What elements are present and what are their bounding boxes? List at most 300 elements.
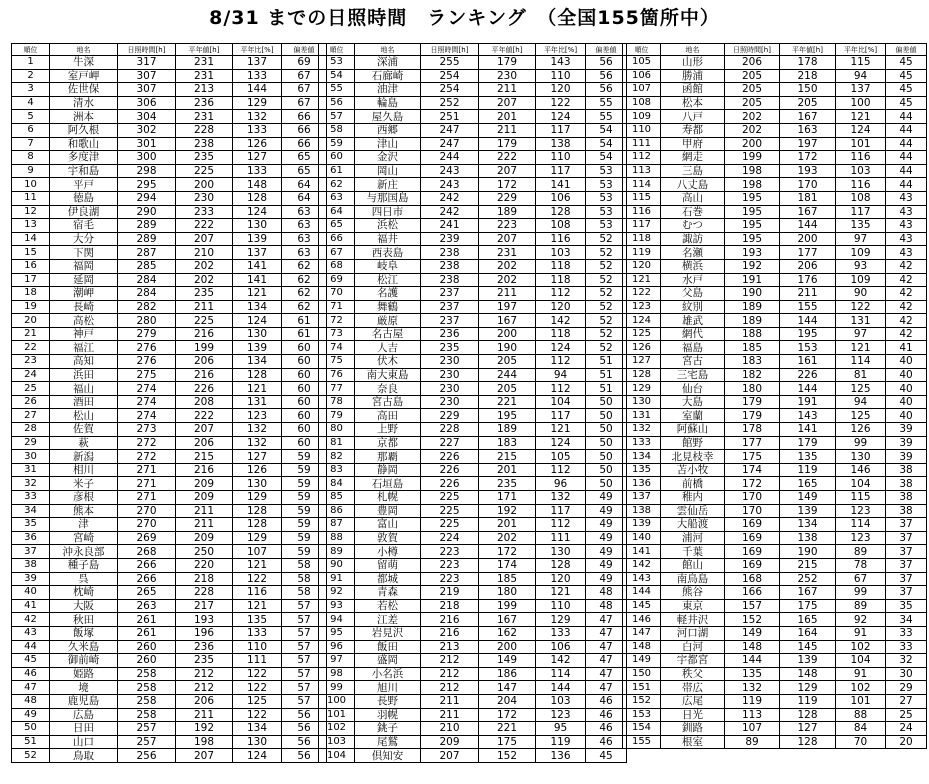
rank-cell: 1 (12, 56, 50, 70)
rank-cell: 71 (319, 300, 355, 314)
rank-cell: 108 (623, 96, 661, 110)
rank-cell: 91 (319, 572, 355, 586)
location-cell: 館山 (661, 558, 725, 572)
deviation-cell: 52 (586, 273, 627, 287)
normal-value-cell: 209 (176, 477, 233, 491)
location-cell: 名護 (355, 287, 421, 301)
table-row (623, 273, 927, 287)
deviation-cell: 46 (586, 735, 627, 749)
deviation-cell: 46 (586, 722, 627, 736)
sunshine-hours-cell: 238 (421, 259, 479, 273)
normal-ratio-cell: 112 (536, 355, 586, 369)
deviation-cell: 43 (886, 246, 927, 260)
location-cell: 苫小牧 (661, 463, 725, 477)
normal-ratio-cell: 146 (836, 463, 886, 477)
deviation-cell: 60 (282, 368, 327, 382)
table-row (623, 477, 927, 491)
normal-value-cell: 171 (479, 491, 536, 505)
sunshine-hours-cell: 185 (725, 341, 780, 355)
table-row (623, 83, 927, 97)
location-cell: 大分 (50, 232, 118, 246)
normal-value-cell: 207 (176, 232, 233, 246)
rank-cell: 142 (623, 558, 661, 572)
location-cell: 銚子 (355, 722, 421, 736)
location-cell: 浜田 (50, 368, 118, 382)
location-cell: 日光 (661, 708, 725, 722)
normal-value-cell: 185 (479, 572, 536, 586)
deviation-cell: 57 (282, 613, 327, 627)
normal-value-cell: 207 (479, 96, 536, 110)
normal-ratio-cell: 108 (536, 219, 586, 233)
rank-cell: 87 (319, 518, 355, 532)
table-row (12, 96, 327, 110)
location-cell: 那覇 (355, 450, 421, 464)
location-cell: 石垣島 (355, 477, 421, 491)
normal-value-cell: 207 (176, 749, 233, 763)
table-row (319, 368, 627, 382)
table-row (623, 327, 927, 341)
normal-ratio-cell: 142 (536, 654, 586, 668)
normal-value-cell: 206 (780, 259, 836, 273)
table-row (319, 219, 627, 233)
sunshine-hours-cell: 258 (118, 708, 176, 722)
sunshine-hours-cell: 243 (421, 164, 479, 178)
table-row (319, 626, 627, 640)
normal-ratio-cell: 124 (536, 341, 586, 355)
sunshine-hours-cell: 263 (118, 599, 176, 613)
rank-cell: 73 (319, 327, 355, 341)
rank-cell: 84 (319, 477, 355, 491)
sunshine-hours-cell: 270 (118, 518, 176, 532)
rank-cell: 104 (319, 749, 355, 763)
table-row (319, 178, 627, 192)
table-row (12, 423, 327, 437)
normal-ratio-cell: 96 (536, 477, 586, 491)
normal-value-cell: 144 (780, 219, 836, 233)
normal-ratio-cell: 106 (536, 640, 586, 654)
normal-value-cell: 199 (176, 341, 233, 355)
sunshine-hours-cell: 216 (421, 613, 479, 627)
normal-value-cell: 195 (780, 327, 836, 341)
location-cell: 北見枝幸 (661, 450, 725, 464)
sunshine-hours-cell: 280 (118, 314, 176, 328)
normal-value-cell: 235 (176, 287, 233, 301)
location-cell: 彦根 (50, 491, 118, 505)
column-header: 日照時間[h] (118, 44, 176, 56)
normal-ratio-cell: 134 (233, 355, 282, 369)
deviation-cell: 33 (886, 640, 927, 654)
deviation-cell: 40 (886, 395, 927, 409)
sunshine-hours-cell: 212 (421, 681, 479, 695)
deviation-cell: 38 (886, 477, 927, 491)
normal-value-cell: 119 (780, 463, 836, 477)
normal-value-cell: 149 (780, 491, 836, 505)
table-row (319, 164, 627, 178)
rank-cell: 80 (319, 423, 355, 437)
location-cell: 高山 (661, 191, 725, 205)
sunshine-hours-cell: 183 (725, 355, 780, 369)
column-header: 偏差値 (282, 44, 327, 56)
location-cell: 京都 (355, 436, 421, 450)
rank-cell: 136 (623, 477, 661, 491)
sunshine-hours-cell: 180 (725, 382, 780, 396)
location-cell: 仙台 (661, 382, 725, 396)
normal-value-cell: 231 (176, 110, 233, 124)
normal-ratio-cell: 103 (536, 694, 586, 708)
normal-ratio-cell: 121 (233, 558, 282, 572)
location-cell: 松本 (661, 96, 725, 110)
sunshine-hours-cell: 271 (118, 477, 176, 491)
normal-ratio-cell: 133 (233, 164, 282, 178)
location-cell: 宇和島 (50, 164, 118, 178)
normal-ratio-cell: 137 (836, 83, 886, 97)
normal-value-cell: 229 (479, 191, 536, 205)
deviation-cell: 61 (282, 327, 327, 341)
deviation-cell: 60 (282, 409, 327, 423)
sunshine-hours-cell: 258 (118, 681, 176, 695)
deviation-cell: 58 (282, 586, 327, 600)
table-row (12, 69, 327, 83)
table-row (12, 259, 327, 273)
rank-cell: 126 (623, 341, 661, 355)
rank-cell: 6 (12, 123, 50, 137)
rank-cell: 53 (319, 56, 355, 70)
normal-value-cell: 135 (780, 450, 836, 464)
normal-ratio-cell: 110 (536, 69, 586, 83)
normal-value-cell: 172 (479, 178, 536, 192)
normal-value-cell: 189 (479, 423, 536, 437)
table-row (12, 640, 327, 654)
table-row (623, 491, 927, 505)
normal-ratio-cell: 128 (233, 191, 282, 205)
sunshine-hours-cell: 254 (421, 69, 479, 83)
rank-cell: 147 (623, 626, 661, 640)
normal-value-cell: 175 (479, 735, 536, 749)
location-cell: 西郷 (355, 123, 421, 137)
normal-value-cell: 222 (176, 409, 233, 423)
rank-cell: 138 (623, 504, 661, 518)
deviation-cell: 33 (886, 626, 927, 640)
rank-cell: 116 (623, 205, 661, 219)
deviation-cell: 57 (282, 626, 327, 640)
location-cell: 熊谷 (661, 586, 725, 600)
deviation-cell: 54 (586, 151, 627, 165)
normal-value-cell: 190 (479, 341, 536, 355)
table-row (12, 518, 327, 532)
sunshine-hours-cell: 211 (421, 694, 479, 708)
table-row (12, 191, 327, 205)
sunshine-hours-cell: 205 (725, 69, 780, 83)
sunshine-hours-cell: 304 (118, 110, 176, 124)
normal-ratio-cell: 112 (536, 518, 586, 532)
table-row (623, 681, 927, 695)
location-cell: 室戸岬 (50, 69, 118, 83)
deviation-cell: 35 (886, 599, 927, 613)
table-row (319, 491, 627, 505)
sunshine-hours-cell: 195 (725, 219, 780, 233)
sunshine-hours-cell: 258 (118, 694, 176, 708)
location-cell: 上野 (355, 423, 421, 437)
deviation-cell: 52 (586, 300, 627, 314)
rank-cell: 135 (623, 463, 661, 477)
location-cell: 水戸 (661, 273, 725, 287)
sunshine-hours-cell: 195 (725, 232, 780, 246)
table-row (623, 409, 927, 423)
normal-ratio-cell: 117 (536, 123, 586, 137)
deviation-cell: 42 (886, 327, 927, 341)
deviation-cell: 50 (586, 463, 627, 477)
location-cell: 佐賀 (50, 423, 118, 437)
table-row (319, 382, 627, 396)
deviation-cell: 49 (586, 572, 627, 586)
rank-cell: 22 (12, 341, 50, 355)
location-cell: 江差 (355, 613, 421, 627)
table-row (319, 586, 627, 600)
rank-cell: 90 (319, 558, 355, 572)
rank-cell: 107 (623, 83, 661, 97)
normal-ratio-cell: 103 (836, 164, 886, 178)
location-cell: 津 (50, 518, 118, 532)
normal-value-cell: 119 (780, 694, 836, 708)
table-row (12, 735, 327, 749)
deviation-cell: 44 (886, 123, 927, 137)
normal-ratio-cell: 102 (836, 640, 886, 654)
location-cell: 秩父 (661, 667, 725, 681)
normal-ratio-cell: 128 (233, 518, 282, 532)
deviation-cell: 42 (886, 259, 927, 273)
normal-ratio-cell: 131 (233, 395, 282, 409)
sunshine-hours-cell: 152 (725, 613, 780, 627)
sunshine-hours-cell: 241 (421, 219, 479, 233)
rank-cell: 83 (319, 463, 355, 477)
normal-value-cell: 162 (479, 626, 536, 640)
sunshine-hours-cell: 89 (725, 735, 780, 749)
normal-value-cell: 207 (479, 232, 536, 246)
table-row (623, 137, 927, 151)
column-header: 地名 (355, 44, 421, 56)
location-cell: 富山 (355, 518, 421, 532)
sunshine-hours-cell: 223 (421, 572, 479, 586)
table-row (623, 450, 927, 464)
location-cell: 宮崎 (50, 531, 118, 545)
normal-ratio-cell: 121 (836, 110, 886, 124)
normal-ratio-cell: 105 (536, 450, 586, 464)
rank-cell: 97 (319, 654, 355, 668)
table-row (623, 572, 927, 586)
sunshine-hours-cell: 238 (421, 246, 479, 260)
sunshine-hours-cell: 290 (118, 205, 176, 219)
location-cell: 与那国島 (355, 191, 421, 205)
deviation-cell: 59 (282, 531, 327, 545)
location-cell: 南大東島 (355, 368, 421, 382)
rank-cell: 8 (12, 151, 50, 165)
rank-cell: 21 (12, 327, 50, 341)
sunshine-hours-cell: 172 (725, 477, 780, 491)
table-row (319, 667, 627, 681)
deviation-cell: 34 (886, 613, 927, 627)
location-cell: 千葉 (661, 545, 725, 559)
rank-cell: 81 (319, 436, 355, 450)
deviation-cell: 40 (886, 368, 927, 382)
sunshine-hours-cell: 178 (725, 423, 780, 437)
location-cell: 御前崎 (50, 654, 118, 668)
normal-ratio-cell: 67 (836, 572, 886, 586)
deviation-cell: 50 (586, 409, 627, 423)
normal-value-cell: 189 (479, 205, 536, 219)
deviation-cell: 49 (586, 558, 627, 572)
normal-value-cell: 231 (176, 69, 233, 83)
normal-ratio-cell: 127 (233, 450, 282, 464)
location-cell: 大船渡 (661, 518, 725, 532)
normal-ratio-cell: 117 (536, 504, 586, 518)
sunshine-hours-cell: 261 (118, 626, 176, 640)
normal-value-cell: 206 (176, 694, 233, 708)
sunshine-hours-cell: 261 (118, 613, 176, 627)
rank-cell: 26 (12, 395, 50, 409)
deviation-cell: 38 (886, 463, 927, 477)
table-row (319, 273, 627, 287)
normal-ratio-cell: 137 (233, 246, 282, 260)
rank-cell: 85 (319, 491, 355, 505)
rank-cell: 45 (12, 654, 50, 668)
location-cell: 鹿児島 (50, 694, 118, 708)
deviation-cell: 52 (586, 232, 627, 246)
normal-ratio-cell: 128 (536, 558, 586, 572)
normal-value-cell: 216 (176, 368, 233, 382)
normal-ratio-cell: 84 (836, 722, 886, 736)
location-cell: 網走 (661, 151, 725, 165)
rank-cell: 50 (12, 722, 50, 736)
sunshine-hours-cell: 199 (725, 151, 780, 165)
deviation-cell: 63 (282, 219, 327, 233)
sunshine-hours-cell: 205 (725, 83, 780, 97)
normal-ratio-cell: 132 (233, 423, 282, 437)
sunshine-hours-cell: 193 (725, 246, 780, 260)
location-cell: 網代 (661, 327, 725, 341)
normal-ratio-cell: 121 (233, 599, 282, 613)
table-row (319, 694, 627, 708)
location-cell: 金沢 (355, 151, 421, 165)
location-cell: 多度津 (50, 151, 118, 165)
table-row (623, 667, 927, 681)
deviation-cell: 37 (886, 531, 927, 545)
sunshine-hours-cell: 307 (118, 83, 176, 97)
sunshine-hours-cell: 210 (421, 722, 479, 736)
table-row (623, 191, 927, 205)
rank-cell: 54 (319, 69, 355, 83)
rank-cell: 23 (12, 355, 50, 369)
normal-value-cell: 235 (176, 151, 233, 165)
normal-value-cell: 206 (176, 355, 233, 369)
normal-ratio-cell: 130 (836, 450, 886, 464)
table-row (319, 463, 627, 477)
sunshine-hours-cell: 119 (725, 694, 780, 708)
rank-cell: 48 (12, 694, 50, 708)
location-cell: 小樽 (355, 545, 421, 559)
location-cell: 深浦 (355, 56, 421, 70)
normal-value-cell: 231 (176, 56, 233, 70)
sunshine-hours-cell: 238 (421, 273, 479, 287)
rank-cell: 62 (319, 178, 355, 192)
deviation-cell: 52 (586, 327, 627, 341)
deviation-cell: 47 (586, 681, 627, 695)
deviation-cell: 60 (282, 423, 327, 437)
rank-cell: 128 (623, 368, 661, 382)
normal-value-cell: 205 (479, 355, 536, 369)
deviation-cell: 64 (282, 191, 327, 205)
normal-ratio-cell: 142 (536, 314, 586, 328)
sunshine-hours-cell: 242 (421, 191, 479, 205)
rank-cell: 127 (623, 355, 661, 369)
deviation-cell: 62 (282, 300, 327, 314)
rank-cell: 134 (623, 450, 661, 464)
normal-value-cell: 226 (176, 382, 233, 396)
normal-ratio-cell: 122 (233, 708, 282, 722)
deviation-cell: 37 (886, 545, 927, 559)
table-header-row (623, 44, 927, 56)
table-row (319, 640, 627, 654)
deviation-cell: 57 (282, 640, 327, 654)
deviation-cell: 37 (886, 558, 927, 572)
normal-ratio-cell: 111 (536, 531, 586, 545)
table-row (12, 491, 327, 505)
deviation-cell: 45 (886, 83, 927, 97)
sunshine-hours-cell: 225 (421, 504, 479, 518)
normal-ratio-cell: 81 (836, 368, 886, 382)
normal-ratio-cell: 94 (836, 395, 886, 409)
deviation-cell: 60 (282, 436, 327, 450)
normal-value-cell: 193 (780, 164, 836, 178)
sunshine-hours-cell: 301 (118, 137, 176, 151)
normal-ratio-cell: 116 (836, 151, 886, 165)
normal-ratio-cell: 94 (836, 69, 886, 83)
rank-cell: 106 (623, 69, 661, 83)
rank-cell: 100 (319, 694, 355, 708)
normal-value-cell: 211 (176, 518, 233, 532)
table-row (12, 205, 327, 219)
sunshine-hours-cell: 169 (725, 545, 780, 559)
deviation-cell: 60 (282, 395, 327, 409)
deviation-cell: 59 (282, 477, 327, 491)
sunshine-hours-cell: 247 (421, 137, 479, 151)
normal-value-cell: 236 (176, 640, 233, 654)
normal-value-cell: 161 (780, 355, 836, 369)
normal-value-cell: 202 (176, 273, 233, 287)
sunshine-hours-cell: 202 (725, 110, 780, 124)
location-cell: 厳原 (355, 314, 421, 328)
rank-cell: 82 (319, 450, 355, 464)
sunshine-hours-cell: 225 (421, 491, 479, 505)
location-cell: 岩見沢 (355, 626, 421, 640)
column-header: 平年比[%] (836, 44, 886, 56)
deviation-cell: 60 (282, 382, 327, 396)
normal-value-cell: 202 (479, 531, 536, 545)
sunshine-hours-cell: 230 (421, 355, 479, 369)
sunshine-hours-cell: 282 (118, 300, 176, 314)
normal-ratio-cell: 132 (536, 491, 586, 505)
deviation-cell: 52 (586, 314, 627, 328)
normal-value-cell: 164 (780, 626, 836, 640)
normal-ratio-cell: 97 (836, 327, 886, 341)
normal-ratio-cell: 122 (836, 300, 886, 314)
normal-ratio-cell: 116 (836, 178, 886, 192)
table-row (623, 123, 927, 137)
normal-ratio-cell: 115 (836, 56, 886, 70)
normal-ratio-cell: 126 (233, 463, 282, 477)
deviation-cell: 37 (886, 572, 927, 586)
normal-value-cell: 167 (479, 314, 536, 328)
normal-ratio-cell: 110 (536, 151, 586, 165)
